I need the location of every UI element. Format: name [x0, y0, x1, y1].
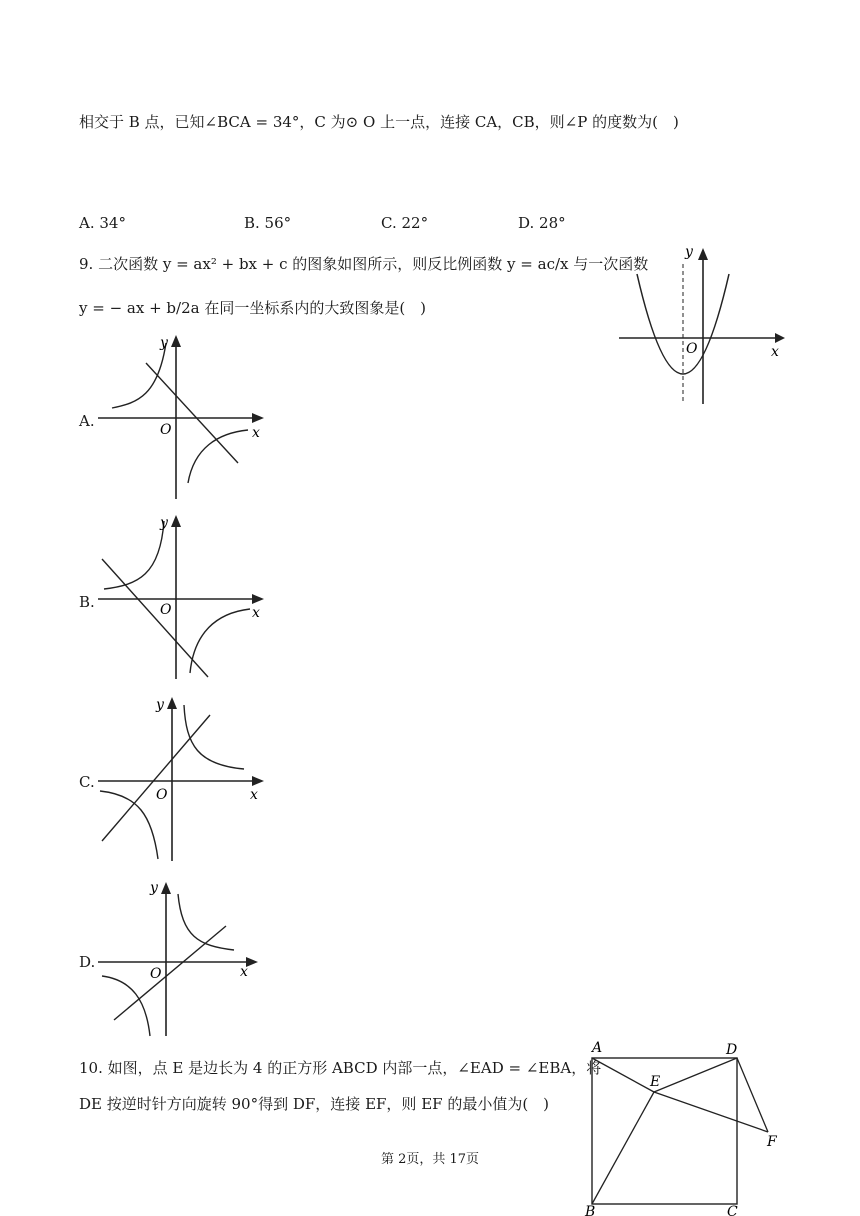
q9-b-y-label: y — [160, 515, 168, 531]
q8-option-d: D. 28° — [518, 214, 566, 232]
q9-d-origin: O — [150, 966, 162, 982]
q9-parabola-figure — [615, 244, 785, 409]
q10-point-d: D — [726, 1042, 738, 1058]
q9-option-a-label: A. — [79, 412, 95, 430]
q10-point-e: E — [650, 1074, 661, 1090]
q9-parabola-x-label: x — [771, 344, 779, 360]
q9-option-a-graph — [98, 333, 270, 501]
q8-option-a: A. 34° — [79, 214, 126, 232]
q9-option-c-graph — [98, 695, 270, 863]
q10-point-a: A — [592, 1040, 603, 1056]
q9-option-c-label: C. — [79, 773, 95, 791]
page-footer: 第 2页，共 17页 — [380, 1152, 480, 1167]
q9-c-y-label: y — [156, 697, 164, 713]
q9-option-b-graph — [98, 513, 270, 681]
q9-parabola-y-label: y — [685, 244, 693, 260]
q9-option-d-label: D. — [79, 953, 96, 971]
q9-option-b-label: B. — [79, 593, 95, 611]
q9-d-x-label: x — [240, 964, 248, 980]
q8-text: 相交于 B 点，已知∠BCA = 34°，C 为⊙ O 上一点，连接 CA，CB，则∠P 的度数为( ) — [79, 113, 679, 131]
q10-point-b: B — [585, 1204, 596, 1216]
q10-point-c: C — [727, 1204, 738, 1216]
q9-b-origin: O — [160, 602, 172, 618]
q9-c-origin: O — [156, 787, 168, 803]
q10-point-f: F — [767, 1134, 777, 1150]
q9-c-x-label: x — [250, 787, 258, 803]
q9-b-x-label: x — [252, 605, 260, 621]
q9-d-y-label: y — [150, 880, 158, 896]
q9-parabola-origin: O — [686, 341, 698, 357]
q10-text-line2: DE 按逆时针方向旋转 90°得到 DF，连接 EF，则 EF 的最小值为( ) — [79, 1095, 550, 1113]
q8-option-c: C. 22° — [381, 214, 429, 232]
q9-text-line2: y = − ax + b/2a 在同一坐标系内的大致图象是( ) — [79, 299, 427, 317]
q9-a-x-label: x — [252, 425, 260, 441]
q9-option-d-graph — [98, 876, 270, 1044]
q8-option-b: B. 56° — [244, 214, 292, 232]
q10-text-line1: 10. 如图，点 E 是边长为 4 的正方形 ABCD 内部一点，∠EAD = ∠EBA，将 — [79, 1059, 602, 1077]
q9-a-y-label: y — [160, 335, 168, 351]
q9-text-line1: 9. 二次函数 y = ax² + bx + c 的图象如图所示，则反比例函数 y = ac/x 与一次函数 — [79, 255, 649, 273]
q9-a-origin: O — [160, 422, 172, 438]
q10-square-figure — [584, 1036, 784, 1216]
